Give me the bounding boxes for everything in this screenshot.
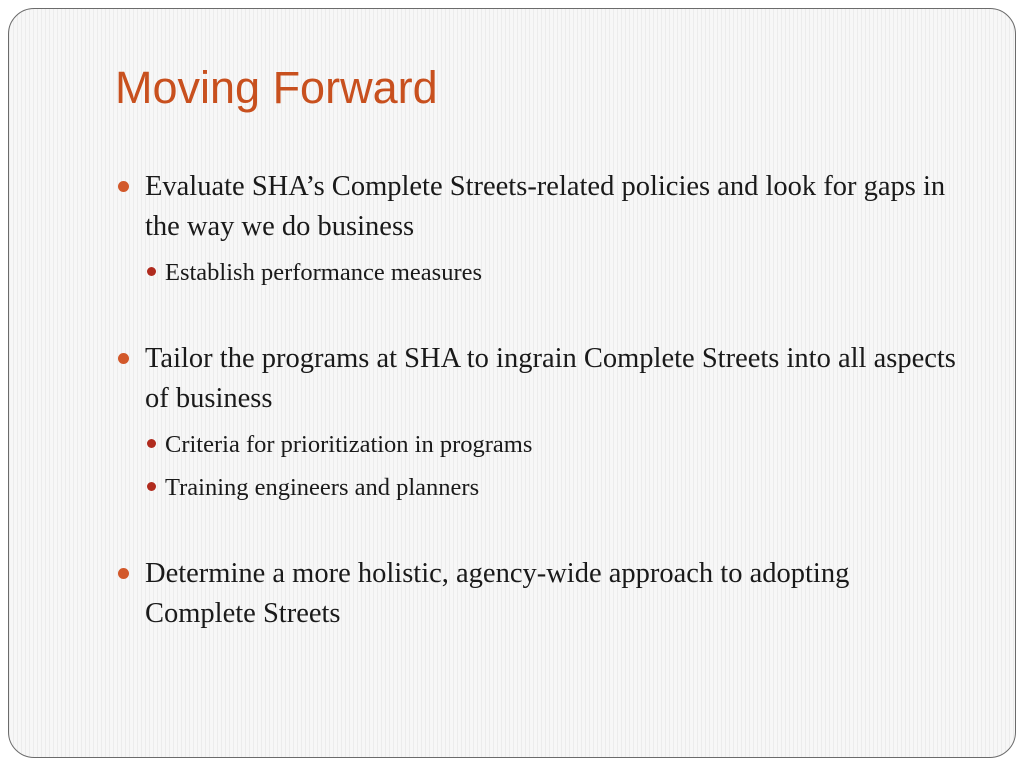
bullet-list xyxy=(115,167,965,634)
sub-bullet-text: Criteria for prioritization in programs xyxy=(165,431,533,458)
sub-bullet-dot-icon xyxy=(147,267,156,276)
bullet-group xyxy=(115,554,965,634)
slide xyxy=(8,8,1016,758)
bullet-item xyxy=(115,339,965,419)
bullet-text: Tailor the programs at SHA to ingrain Complete Streets into all aspects of business xyxy=(145,343,956,414)
bullet-dot-icon xyxy=(118,353,129,364)
sub-bullet-item xyxy=(145,423,965,466)
slide-title: Moving Forward xyxy=(115,62,438,113)
sub-bullet-list xyxy=(115,251,965,294)
bullet-text: Determine a more holistic, agency-wide approach to adopting Complete Streets xyxy=(145,558,850,629)
sub-bullet-list xyxy=(115,423,965,509)
sub-bullet-item xyxy=(145,251,965,294)
bullet-item xyxy=(115,554,965,634)
bullet-dot-icon xyxy=(118,181,129,192)
bullet-dot-icon xyxy=(118,568,129,579)
sub-bullet-item xyxy=(145,466,965,509)
bullet-group xyxy=(115,339,965,509)
bullet-item xyxy=(115,167,965,247)
bullet-group xyxy=(115,167,965,294)
sub-bullet-text: Establish performance measures xyxy=(165,259,483,286)
sub-bullet-dot-icon xyxy=(147,439,156,448)
sub-bullet-text: Training engineers and planners xyxy=(165,474,480,501)
sub-bullet-dot-icon xyxy=(147,482,156,491)
bullet-text: Evaluate SHA’s Complete Streets-related policies and look for gaps in the way we do business xyxy=(145,171,946,242)
